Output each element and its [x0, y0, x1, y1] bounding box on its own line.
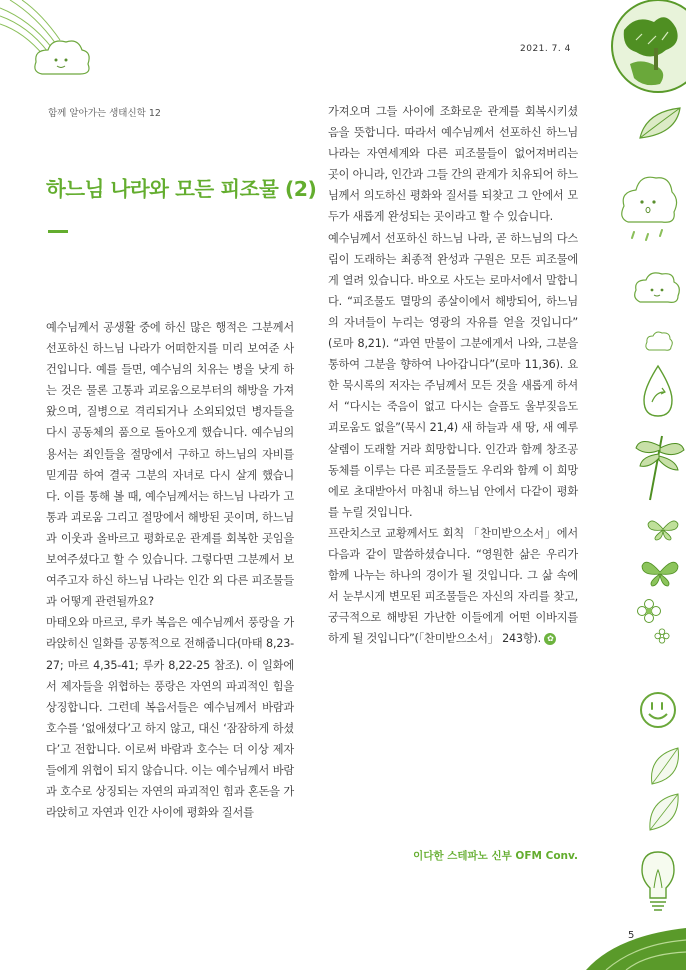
leaf-icon [586, 924, 686, 970]
lightbulb-icon [634, 848, 682, 918]
paragraph-text: 프란치스코 교황께서도 회칙 「찬미받으소서」에서 다음과 같이 말씀하셨습니다. “영원한 삶은 우리가 함께 나누는 하나의 경이가 될 것입니다. 그 삶 속에서 눈부시게 변모된 피조물들은 자신의 자리를 찾고, 궁극적으로 해방된 가난한 이들에게 어떤 이바지를 하게 될 것입니다”(「찬미받으소서」 243항). [328, 526, 578, 646]
title-divider [48, 230, 68, 233]
flower-icon [636, 598, 662, 624]
paragraph [328, 523, 578, 650]
left-column [46, 317, 294, 823]
flower-icon [654, 628, 670, 644]
end-mark-icon: ✿ [544, 633, 556, 645]
paragraph: 예수님께서 공생활 중에 하신 많은 행적은 그분께서 선포하신 하느님 나라가 어떠한지를 미리 보여준 사건입니다. 예를 들면, 예수님의 치유는 병을 낫게 하는 것은 물론 고통과 괴로움으로부터의 해방을 가져왔으며, 질병으로 격리되거나 소외되었던 병자들을 다시 공동체의 품으로 돌아오게 했습니다. 예수님의 용서는 죄인들을 절망에서 구하고 하느님의 자비를 믿게끔 하여 결국 그분의 자녀로 다시 살게 했습니다. 이를 통해 볼 때, 예수님께서는 하느님 나라가 고통과 괴로움 그리고 절망에서 해방된 곳이며, 하느님과 이웃과 올바르고 평화로운 관계를 회복한 곳임을 보여주셨다고 할 수 있습니다. 그렇다면 그분께서 보여주고자 하신 하느님 나라는 인간 외 다른 피조물들과 어떻게 관련될까요? [46, 321, 294, 609]
right-column [328, 101, 578, 649]
cloud-face-icon [632, 268, 682, 308]
cloud-face-icon [30, 36, 94, 80]
leaf-icon [646, 790, 682, 834]
paragraph: 마태오와 마르코, 루카 복음은 예수님께서 풍랑을 가라앉히신 일화를 공통적으로 전해줍니다(마태 8,23-27; 마르 4,35-41; 루카 8,22-25 참조). 이 일화에서 제자들을 위협하는 풍랑은 자연의 파괴적인 힘을 상징합니다. 그런데 복음서들은 예수님께서 바람과 호수를 ‘없애셨다’고 하지 않고, 대신 ‘잠잠하게 하셨다’고 전합니다. 이로써 바람과 호수는 더 이상 제자들에게 위협이 되지 않습니다. 이는 예수님께서 바람과 호수로 상징되는 자연의 파괴적인 힘과 혼돈을 가라앉히고 자연과 인간 사이에 평화와 질서를 [46, 616, 294, 820]
paragraph: 예수님께서 선포하신 하느님 나라, 곧 하느님의 다스림이 도래하는 최종적 완성과 구원은 모든 피조물에게 열려 있습니다. 바오로 사도는 로마서에서 말합니다. “피조물도 멸망의 종살이에서 해방되어, 하느님의 자녀들이 누리는 영광의 자유를 얻을 것입니다” (로마 8,21). “과연 만물이 그분에게서 나와, 그분을 통하여 그분을 향하여 나아갑니다”(로마 11,36). 요한 묵시록의 저자는 주님께서 모든 것을 새롭게 하셔서 “다시는 죽음이 없고 다시는 슬픔도 울부짖음도 괴로움도 없을”(묵시 21,4) 새 하늘과 새 땅, 새 예루살렘이 도래할 거라 희망합니다. 인간과 함께 창조공동체를 이루는 다른 피조물들도 우리와 함께 이 희망에로 초대받아서 마침내 하느님 안에서 다같이 평화를 누릴 것입니다. [328, 231, 578, 519]
cloud-rain-icon [618, 170, 680, 250]
issue-date: 2021. 7. 4 [520, 44, 571, 54]
series-label: 함께 알아가는 생태신학 12 [48, 108, 161, 119]
leaf-icon [648, 744, 682, 788]
butterfly-icon [646, 516, 680, 542]
cloud-face-icon [644, 330, 674, 354]
butterfly-icon [640, 556, 680, 588]
recycle-drop-icon [636, 362, 680, 422]
smiley-icon [638, 690, 678, 730]
leaf-icon [636, 104, 684, 144]
dragonfly-icon [632, 430, 686, 506]
paragraph: 가져오며 그들 사이에 조화로운 관계를 회복시키셨음을 뜻합니다. 따라서 예수님께서 선포하신 하느님 나라는 자연세계와 다른 피조물들이 없어져버리는 곳이 아니라, 인간과 그들 간의 관계가 치유되어 하느님께서 의도하신 평화와 질서를 되찾고 그 안에서 모두가 새롭게 완성되는 곳이라고 할 수 있습니다. [328, 105, 578, 224]
article-title: 하느님 나라와 모든 피조물 (2) [46, 177, 317, 201]
author-byline: 이다한 스테파노 신부 OFM Conv. [413, 850, 578, 862]
page-number: 5 [628, 930, 635, 941]
